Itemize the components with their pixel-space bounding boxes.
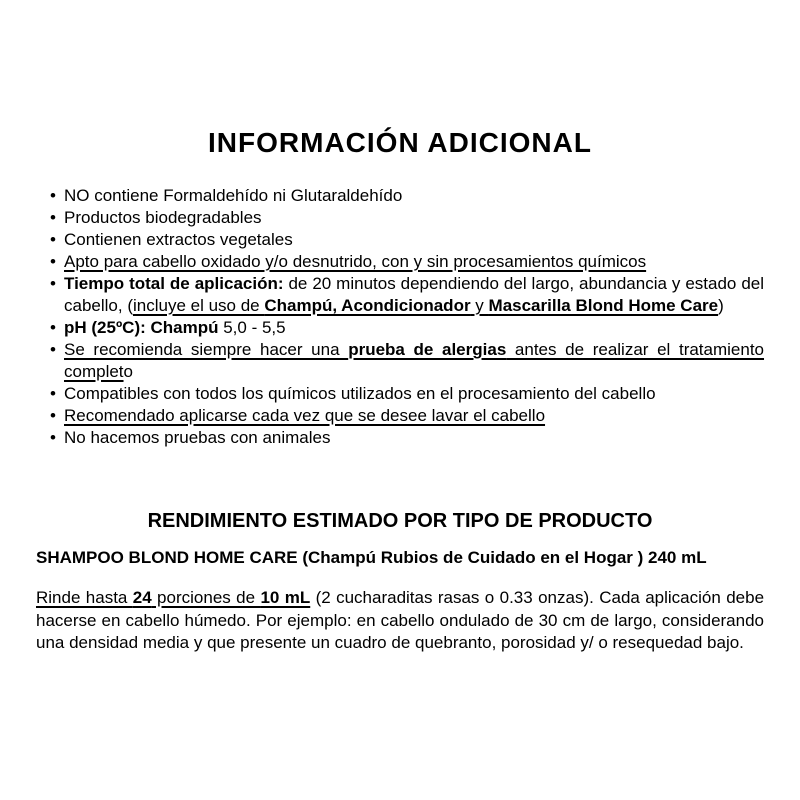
list-item: • No hacemos pruebas con animales (64, 427, 764, 449)
list-item: • Contienen extractos vegetales (64, 229, 764, 251)
list-item: • Productos biodegradables (64, 207, 764, 229)
additional-info-list (36, 185, 764, 449)
list-item: • Apto para cabello oxidado y/o desnutrido, con y sin procesamientos químicos (64, 251, 764, 273)
yield-paragraph: Rinde hasta 24 porciones de 10 mL (2 cucharaditas rasas o 0.33 onzas). Cada aplicación debe hacerse en cabello húmedo. Por ejemplo: en cabello ondulado de 30 cm de largo, considerando una densidad media y que presente un cuadro de quebranto, porosidad y/ o resequedad bajo. (36, 588, 765, 652)
list-item: • Tiempo total de aplicación: de 20 minutos dependiendo del largo, abundancia y estado del cabello, (incluye el uso de Champú, Acondicionador y Mascarilla Blond Home Care) (64, 273, 764, 317)
yield-section-title: RENDIMIENTO ESTIMADO POR TIPO DE PRODUCTO (147, 510, 653, 532)
list-item: • Recomendado aplicarse cada vez que se desee lavar el cabello (64, 405, 764, 427)
page-title: INFORMACIÓN ADICIONAL (208, 127, 592, 158)
list-item: • NO contiene Formaldehído ni Glutaraldehído (64, 185, 764, 207)
list-item: • Se recomienda siempre hacer una prueba de alergias antes de realizar el tratamiento completo (64, 339, 764, 383)
list-item: • pH (25ºC): Champú 5,0 - 5,5 (64, 317, 764, 339)
product-heading: SHAMPOO BLOND HOME CARE (Champú Rubios de Cuidado en el Hogar ) 240 mL (36, 548, 707, 567)
list-item: • Compatibles con todos los químicos utilizados en el procesamiento del cabello (64, 383, 764, 405)
